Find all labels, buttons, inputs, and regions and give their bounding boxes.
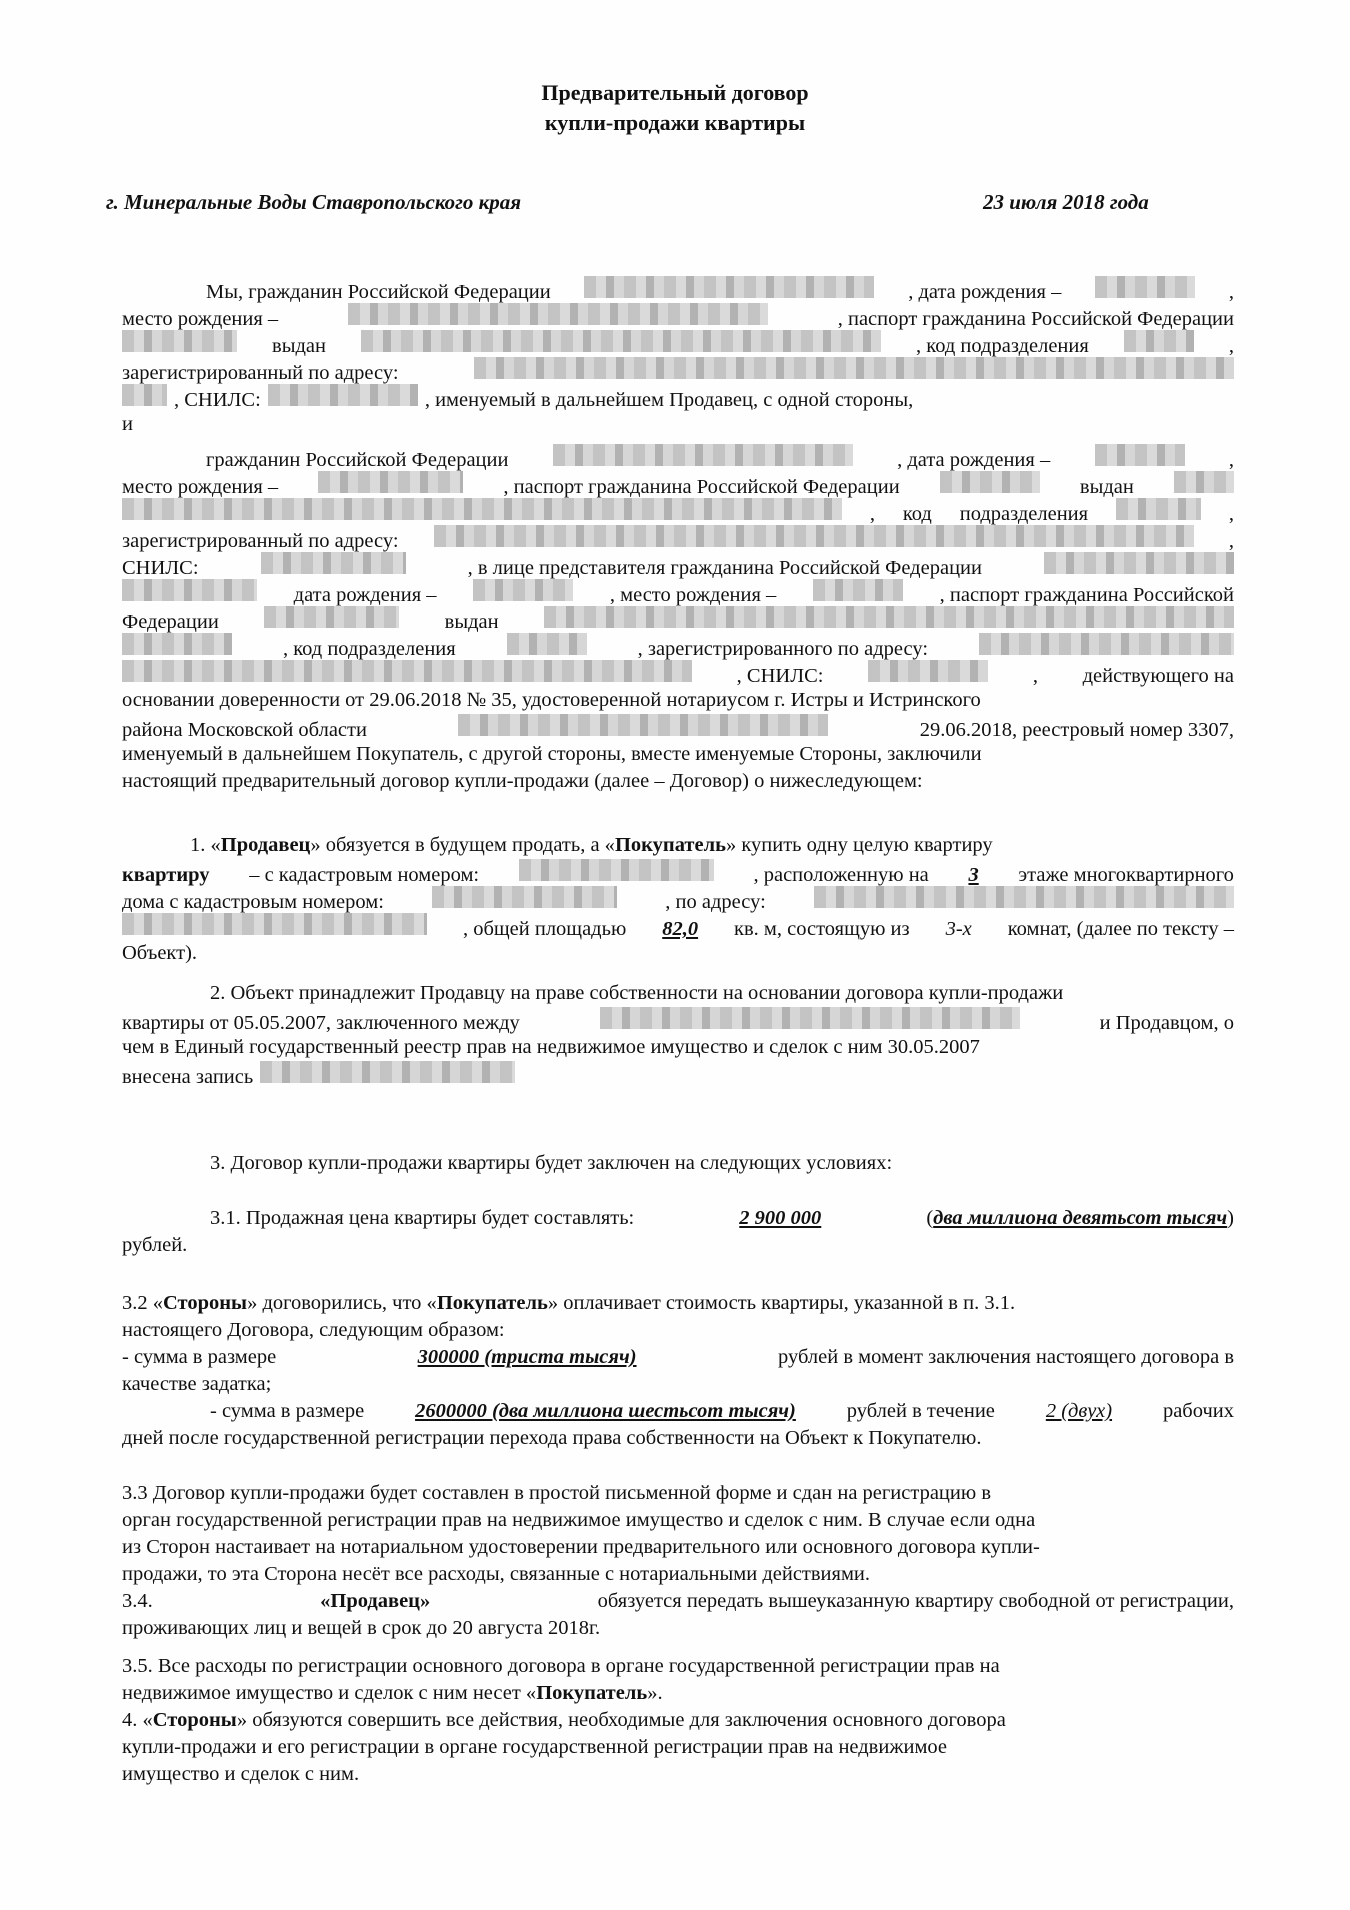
- clause1-line-5: Объект).: [122, 942, 198, 964]
- redacted-seller-name: [584, 276, 874, 298]
- buyer-line-11: района Московской области 29.06.2018, реестровый номер 3307,: [122, 714, 1234, 744]
- redacted-building-cadastral-number: [432, 886, 617, 908]
- floor-number: 3: [968, 864, 979, 886]
- redacted-representative-passport-issuer: [544, 606, 1234, 628]
- redacted-property-address: [814, 886, 1234, 908]
- clause31-line-2: рублей.: [122, 1234, 188, 1256]
- redacted-buyer-division-code: [1116, 498, 1201, 520]
- redacted-buyer-birthdate: [1095, 444, 1185, 466]
- clause2-line-3: чем в Единый государственный реестр прав на недвижимое имущество и сделок с ним 30.05.2007: [122, 1036, 980, 1058]
- redacted-buyer-snils: [261, 552, 406, 574]
- seller-line-3: выдан , код подразделения ,: [122, 330, 1234, 360]
- clause1-line-2: квартиру – с кадастровым номером: , расположенную на 3 этаже многоквартирного: [122, 859, 1234, 889]
- redacted-seller-birthplace: [348, 303, 768, 325]
- redacted-seller-passport-issuer: [361, 330, 881, 352]
- seller-line-4: зарегистрированный по адресу:: [122, 357, 1234, 387]
- redacted-notary-name: [458, 714, 828, 736]
- remaining-amount: 2600000 (два миллиона шестьсот тысяч): [415, 1400, 796, 1422]
- payment2-line-1: - сумма в размере 2600000 (два миллиона шестьсот тысяч) рублей в течение 2 (двух) рабочих: [210, 1398, 1234, 1425]
- buyer-line-8: , код подразделения , зарегистрированного по адресу:: [122, 633, 1234, 663]
- clause2-line-1: 2. Объект принадлежит Продавцу на праве собственности на основании договора купли-продажи: [210, 982, 1064, 1004]
- buyer-line-6: дата рождения – , место рождения – , паспорт гражданина Российской: [122, 579, 1234, 609]
- clause4-line-2: купли-продажи и его регистрации в органе государственной регистрации прав на недвижимое: [122, 1736, 948, 1758]
- buyer-line-9: , СНИЛС: , действующего на: [122, 660, 1234, 690]
- redacted-buyer-passport-issuer: [122, 498, 842, 520]
- clause32-line-1: 3.2 «Стороны» договорились, что «Покупатель» оплачивает стоимость квартиры, указанной в п. 3.1.: [122, 1292, 1016, 1314]
- redacted-representative-birthdate: [473, 579, 573, 601]
- redacted-representative-passport: [264, 606, 399, 628]
- payment1-line-1: - сумма в размере 300000 (триста тысяч) рублей в момент заключения настоящего договора в: [122, 1344, 1234, 1371]
- redacted-apartment-cadastral-number: [519, 859, 714, 881]
- redacted-buyer-birthplace: [318, 471, 463, 493]
- document-title-line1: Предварительный договор: [541, 80, 809, 105]
- clause1-line-4: , общей площадью 82,0 кв. м, состоящую из 3-х комнат, (далее по тексту –: [122, 913, 1234, 943]
- redacted-property-address-end: [122, 913, 427, 935]
- redacted-previous-owner: [600, 1007, 1020, 1029]
- redacted-representative-snils: [868, 660, 988, 682]
- contract-date: 23 июля 2018 года: [983, 190, 1149, 214]
- apartment-area: 82,0: [662, 918, 699, 940]
- clause33-line-2: орган государственной регистрации прав на недвижимое имущество и сделок с ним. В случае если одна: [122, 1509, 1036, 1531]
- redacted-seller-passport: [122, 330, 237, 352]
- redacted-representative-address: [979, 633, 1234, 655]
- buyer-line-4: зарегистрированный по адресу: ,: [122, 525, 1234, 555]
- redacted-representative-name: [1044, 552, 1234, 574]
- payment1-line-2: качестве задатка;: [122, 1373, 272, 1395]
- redacted-representative-division-code: [507, 633, 587, 655]
- buyer-line-3: , код подразделения ,: [122, 498, 1234, 528]
- redacted-representative-name-end: [122, 579, 257, 601]
- clause34-line-1: 3.4. «Продавец» обязуется передать вышеуказанную квартиру свободной от регистрации,: [122, 1590, 1234, 1612]
- clause32-line-2: настоящего Договора, следующим образом:: [122, 1319, 505, 1341]
- clause2-line-4: внесена запись: [122, 1061, 1234, 1091]
- clause4-line-3: имущество и сделок с ним.: [122, 1763, 360, 1785]
- seller-line-5: , СНИЛС: , именуемый в дальнейшем Продавец, с одной стороны,: [122, 384, 1234, 414]
- seller-line-2: место рождения – , паспорт гражданина Российской Федерации: [122, 303, 1234, 333]
- buyer-line-12: именуемый в дальнейшем Покупатель, с другой стороны, вместе именуемые Стороны, заключили: [122, 743, 982, 765]
- room-count: 3-х: [945, 918, 972, 940]
- document-title-line2: купли-продажи квартиры: [544, 110, 806, 135]
- clause33-line-1: 3.3 Договор купли-продажи будет составлен в простой письменной форме и сдан на регистрацию в: [122, 1482, 991, 1504]
- payment2-line-2: дней после государственной регистрации перехода права собственности на Объект к Покупателю.: [122, 1427, 982, 1449]
- redacted-buyer-passport: [940, 471, 1040, 493]
- redacted-representative-issuer-end: [122, 633, 232, 655]
- redacted-buyer-name: [553, 444, 853, 466]
- payment-days: 2 (двух): [1045, 1400, 1113, 1422]
- seller-line-6: и: [122, 413, 133, 435]
- clause1-line-3: дома с кадастровым номером: , по адресу:: [122, 886, 1234, 916]
- clause31-line-1: 3.1. Продажная цена квартиры будет составлять: 2 900 000 (два миллиона девятьсот тысяч): [210, 1205, 1234, 1232]
- redacted-buyer-address: [434, 525, 1194, 547]
- redacted-seller-division-code: [1124, 330, 1194, 352]
- buyer-line-2: место рождения – , паспорт гражданина Российской Федерации выдан: [122, 471, 1234, 501]
- clause33-line-3: из Сторон настаивает на нотариальном удостоверении предварительного или основного договора купли-: [122, 1536, 1040, 1558]
- redacted-representative-birthplace: [813, 579, 903, 601]
- redacted-seller-address: [474, 357, 1234, 379]
- buyer-line-13: настоящий предварительный договор купли-продажи (далее – Договор) о нижеследующем:: [122, 770, 923, 792]
- clause35-line-2: недвижимое имущество и сделок с ним несет «Покупатель».: [122, 1682, 663, 1704]
- clause35-line-1: 3.5. Все расходы по регистрации основного договора в органе государственной регистрации прав на: [122, 1655, 1000, 1677]
- sale-price: 2 900 000: [739, 1207, 822, 1229]
- buyer-line-1: гражданин Российской Федерации , дата рождения – ,: [206, 444, 1234, 474]
- redacted-seller-snils: [268, 384, 418, 406]
- buyer-line-7: Федерации выдан: [122, 606, 1234, 636]
- buyer-line-5: СНИЛС: , в лице представителя гражданина Российской Федерации: [122, 552, 1234, 582]
- redacted-buyer-passport-issuer-start: [1174, 471, 1234, 493]
- redacted-representative-address-end: [122, 660, 692, 682]
- redacted-seller-birthdate: [1095, 276, 1195, 298]
- seller-line-1: Мы, гражданин Российской Федерации , дата рождения – ,: [206, 276, 1234, 306]
- deposit-amount: 300000 (триста тысяч): [417, 1346, 637, 1368]
- contract-place: г. Минеральные Воды Ставропольского края: [106, 190, 522, 214]
- sale-price-words: два миллиона девятьсот тысяч: [933, 1207, 1228, 1229]
- redacted-seller-address-end: [122, 384, 167, 406]
- clause4-line-1: 4. «Стороны» обязуются совершить все действия, необходимые для заключения основного договора: [122, 1709, 1006, 1731]
- redacted-registry-record: [260, 1061, 515, 1083]
- clause2-line-2: квартиры от 05.05.2007, заключенного между и Продавцом, о: [122, 1007, 1234, 1037]
- clause34-line-2: проживающих лиц и вещей в срок до 20 августа 2018г.: [122, 1617, 601, 1639]
- clause3-heading: 3. Договор купли-продажи квартиры будет заключен на следующих условиях:: [210, 1152, 893, 1174]
- clause33-line-4: продажи, то эта Сторона несёт все расходы, связанные с нотариальными действиями.: [122, 1563, 871, 1585]
- clause1-line-1: 1. «Продавец» обязуется в будущем продать, а «Покупатель» купить одну целую квартиру: [190, 834, 993, 856]
- buyer-line-10: основании доверенности от 29.06.2018 № 35, удостоверенной нотариусом г. Истры и Истринского: [122, 689, 981, 711]
